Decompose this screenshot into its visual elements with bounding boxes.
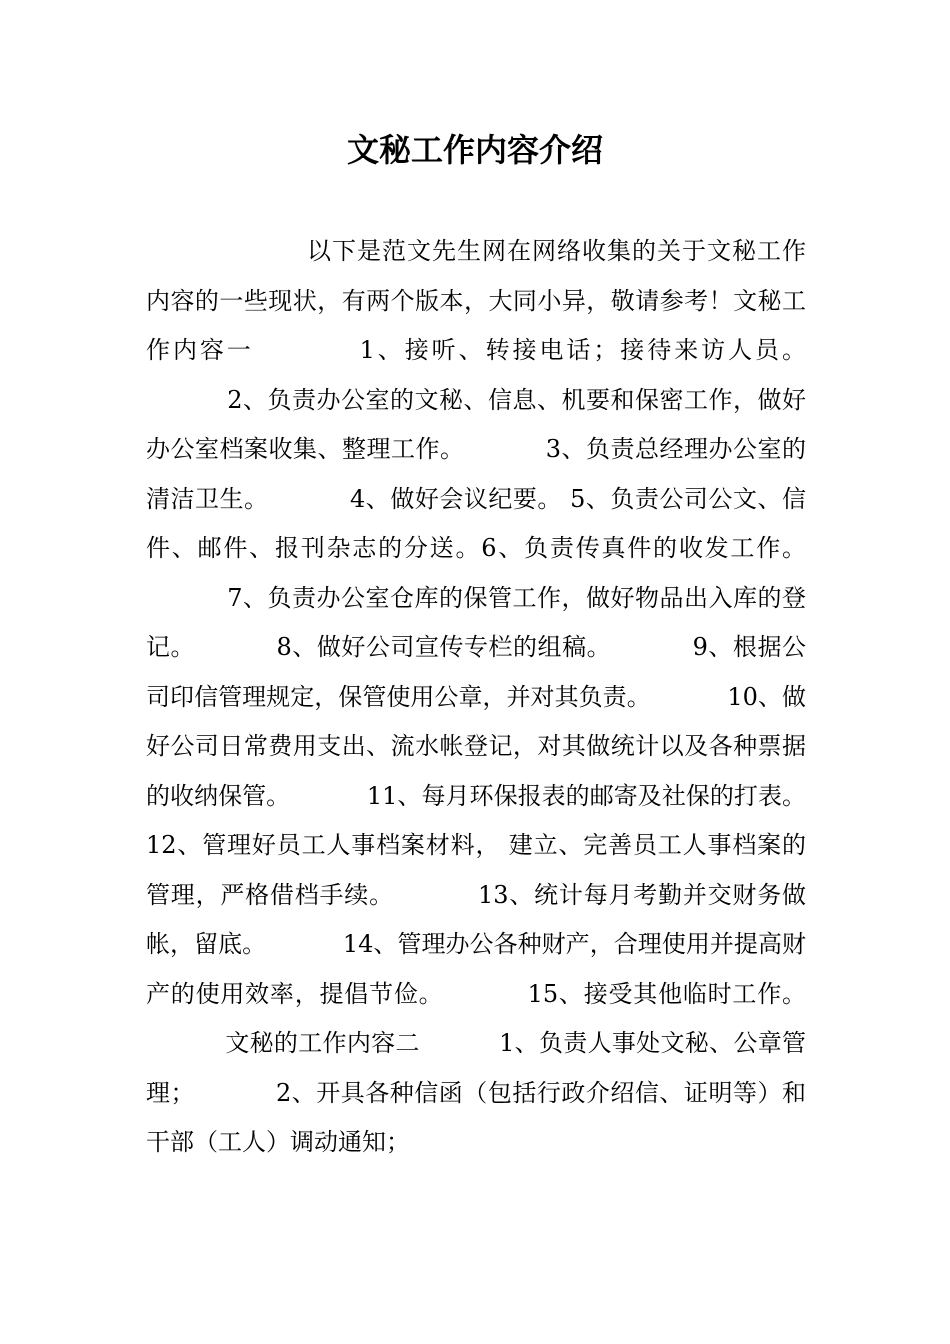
list-item: 1、负责人事处文秘、公章管理；: [146, 1029, 807, 1107]
list-item: 5、负责公司公文、信件、邮件、报刊杂志的分送。: [146, 484, 806, 562]
list-item: 14、管理办公各种财产，合理使用并提高财产的使用效率，提倡节俭。: [146, 930, 806, 1008]
list-item: 3、负责总经理办公室的清洁卫生。: [146, 435, 806, 513]
section-heading-1: 文秘工作内容一: [146, 286, 807, 364]
list-item: 4、做好会议纪要。: [350, 484, 562, 513]
list-item: 11、每月环保报表的邮寄及社保的打表。: [366, 781, 806, 810]
list-item: 12、管理好员工人事档案材料， 建立、完善员工人事档案的管理，严格借档手续。: [146, 831, 806, 909]
list-item: 6、负责传真件的收发工作。: [481, 534, 806, 562]
list-item: 2、负责办公室的文秘、信息、机要和保密工作，做好办公室档案收集、整理工作。: [146, 385, 806, 463]
list-item: 8、做好公司宣传专栏的组稿。: [276, 633, 612, 661]
list-item: 9、根据公司印信管理规定，保管使用公章，并对其负责。: [146, 633, 806, 711]
list-item: 2、开具各种信函（包括行政介绍信、证明等）和干部（工人）调动通知；: [146, 1078, 806, 1156]
list-item: 13、统计每月考勤并交财务做帐，留底。: [146, 880, 807, 958]
intro-paragraph: 以下是范文先生网在网络收集的关于文秘工作内容的一些现状，有两个版本，大同小异，敬请参考！: [146, 237, 806, 315]
list-item: 1、接听、转接电话；接待来访人员。: [359, 336, 806, 364]
document-body: [146, 227, 806, 1168]
document-title: 文秘工作内容介绍: [346, 131, 603, 169]
list-item: 10、做好公司日常费用支出、流水帐登记，对其做统计以及各种票据的收纳保管。: [146, 682, 806, 810]
list-item: 7、负责办公室仓库的保管工作，做好物品出入库的登记。: [146, 583, 806, 661]
list-item: 15、接受其他临时工作。: [527, 979, 806, 1008]
section-heading-2: 文秘的工作内容二: [225, 1029, 420, 1057]
